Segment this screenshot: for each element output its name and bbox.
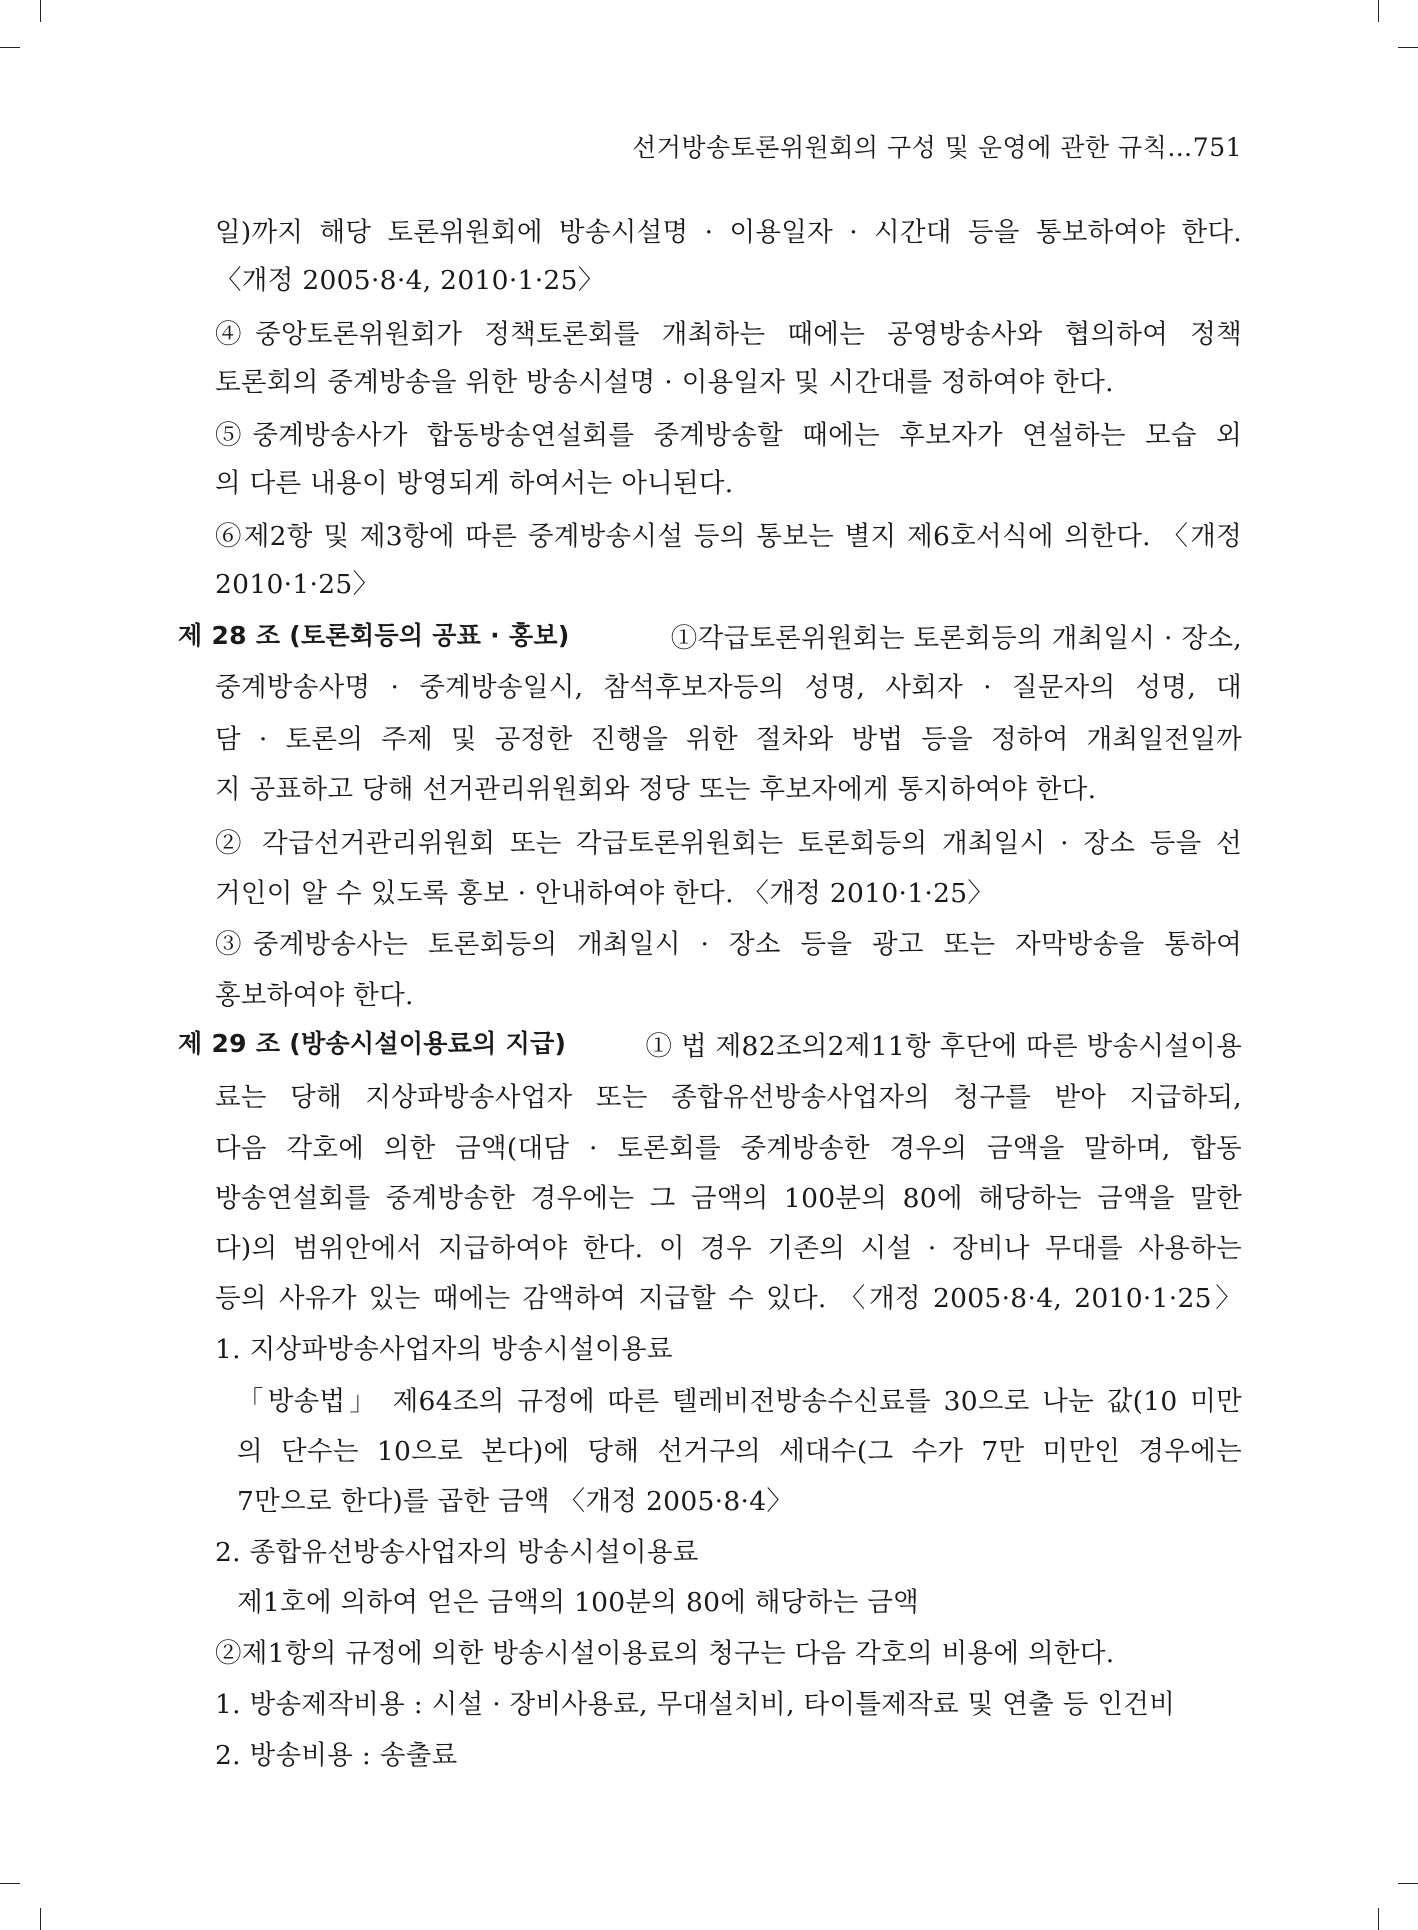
text-line: 료는 당해 지상파방송사업자 또는 종합유선방송사업자의 청구를 받아 지급하되, xyxy=(215,1082,1242,1113)
crop-mark xyxy=(1398,1883,1418,1884)
paragraph-5: ⑤중계방송사가 합동방송연설회를 중계방송할 때에는 후보자가 연설하는 모습 외 xyxy=(215,420,1242,451)
text-line: 일)까지 해당 토론위원회에 방송시설명 · 이용일자 · 시간대 등을 통보하여야 한다. xyxy=(215,217,1242,248)
text-line: 방송연설회를 중계방송한 경우에는 그 금액의 100분의 80에 해당하는 금액을 말한 xyxy=(215,1183,1242,1214)
text-line: 2010·1·25〉 xyxy=(215,569,380,600)
article-29-heading xyxy=(178,1024,1242,1063)
article-28-heading xyxy=(178,616,1242,655)
paragraph-2: ② 각급선거관리위원회 또는 각급토론위원회는 토론회등의 개최일시 · 장소 등을 선 xyxy=(215,828,1242,859)
list-item: 1. 지상파방송사업자의 방송시설이용료 xyxy=(215,1334,673,1365)
crop-mark xyxy=(1378,1908,1379,1930)
paragraph-3: ③중계방송사는 토론회등의 개최일시 · 장소 등을 광고 또는 자막방송을 통하여 xyxy=(215,929,1242,960)
text-line: ①각급토론위원회는 토론회등의 개최일시 · 장소, xyxy=(670,623,1242,654)
text-line: 7만으로 한다)를 곱한 금액 〈개정 2005·8·4〉 xyxy=(237,1486,794,1517)
text-line: 의 단수는 10으로 본다)에 당해 선거구의 세대수(그 수가 7만 미만인 경우에는 xyxy=(237,1436,1242,1467)
text-line: ① 법 제82조의2제11항 후단에 따른 방송시설이용 xyxy=(645,1031,1242,1062)
text-line: 다)의 범위안에서 지급하여야 한다. 이 경우 기존의 시설 · 장비나 무대를 사용하는 xyxy=(215,1233,1242,1264)
text-line: 「방송법」 제64조의 규정에 따른 텔레비전방송수신료를 30으로 나눈 값(10 미만 xyxy=(237,1386,1242,1417)
crop-mark xyxy=(40,1908,41,1930)
article-28-label: 제 28 조 (토론회등의 공표 · 홍보) xyxy=(178,621,570,650)
text-line: 지 공표하고 당해 선거관리위원회와 정당 또는 후보자에게 통지하여야 한다. xyxy=(215,774,1097,805)
text-line: 홍보하여야 한다. xyxy=(215,980,414,1011)
text-line: 담 · 토론의 주제 및 공정한 진행을 위한 절차와 방법 등을 정하여 개최일전일까 xyxy=(215,724,1242,755)
text-line: 토론회의 중계방송을 위한 방송시설명 · 이용일자 및 시간대를 정하여야 한다. xyxy=(215,367,1114,398)
text-line: 다음 각호에 의한 금액(대담 · 토론회를 중계방송한 경우의 금액을 말하며, 합동 xyxy=(215,1133,1242,1164)
paragraph-6: ⑥제2항 및 제3항에 따른 중계방송시설 등의 통보는 별지 제6호서식에 의한다. 〈개정 xyxy=(215,521,1242,552)
crop-mark xyxy=(0,1883,20,1884)
crop-mark xyxy=(0,47,20,48)
running-header: 선거방송토론위원회의 구성 및 운영에 관한 규칙…751 xyxy=(632,133,1242,162)
paragraph-2: ②제1항의 규정에 의한 방송시설이용료의 청구는 다음 각호의 비용에 의한다. xyxy=(215,1638,1115,1669)
text-line: 〈개정 2005·8·4, 2010·1·25〉 xyxy=(215,265,605,296)
text-line: 거인이 알 수 있도록 홍보 · 안내하여야 한다. 〈개정 2010·1·25〉 xyxy=(215,878,995,909)
crop-mark xyxy=(1378,0,1379,22)
crop-mark xyxy=(1398,47,1418,48)
list-item: 1. 방송제작비용 : 시설 · 장비사용료, 무대설치비, 타이틀제작료 및 연출 등 인건비 xyxy=(215,1689,1176,1720)
list-item: 2. 종합유선방송사업자의 방송시설이용료 xyxy=(215,1537,699,1568)
crop-mark xyxy=(40,0,41,22)
list-item: 2. 방송비용 : 송출료 xyxy=(215,1740,458,1771)
text-line: 등의 사유가 있는 때에는 감액하여 지급할 수 있다. 〈개정 2005·8·4, 2010·1·25〉 xyxy=(215,1283,1242,1314)
article-29-label: 제 29 조 (방송시설이용료의 지급) xyxy=(178,1029,567,1058)
text-line: 의 다른 내용이 방영되게 하여서는 아니된다. xyxy=(215,468,734,499)
text-line: 제1호에 의하여 얻은 금액의 100분의 80에 해당하는 금액 xyxy=(237,1587,920,1618)
text-line: 중계방송사명 · 중계방송일시, 참석후보자등의 성명, 사회자 · 질문자의 성명, 대 xyxy=(215,672,1242,703)
paragraph-4: ④중앙토론위원회가 정책토론회를 개최하는 때에는 공영방송사와 협의하여 정책 xyxy=(215,319,1242,350)
